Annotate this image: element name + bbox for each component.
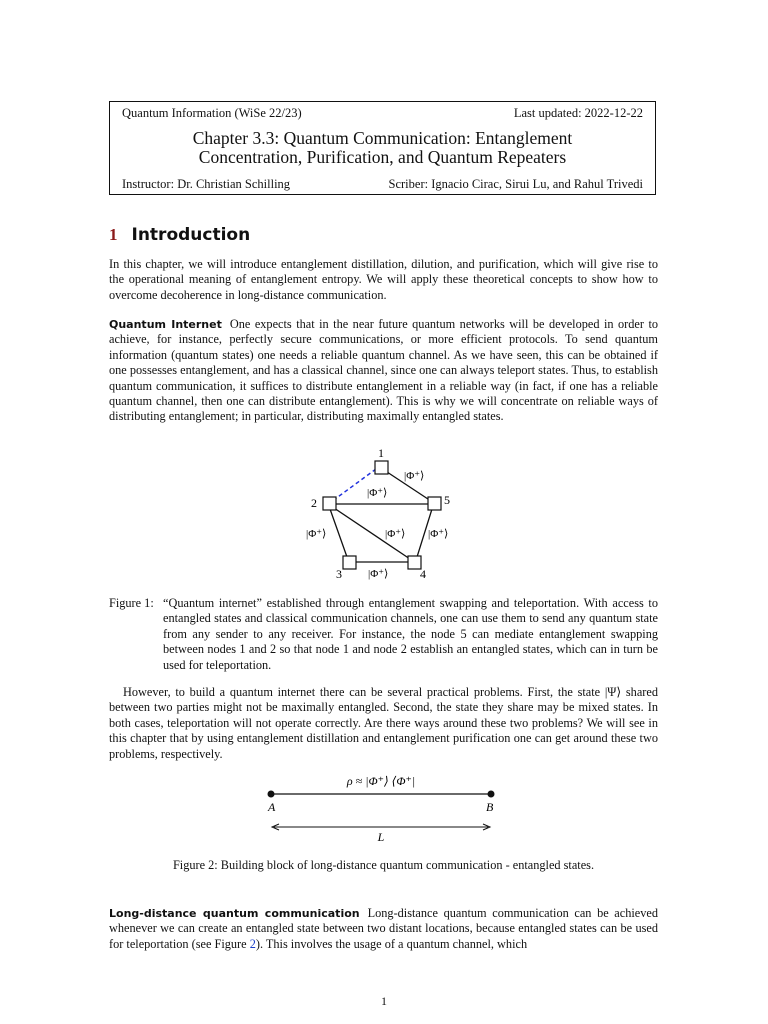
node-3 <box>343 556 356 569</box>
figure1-caption-label: Figure 1: <box>109 596 154 610</box>
edge-2-3 <box>330 509 347 557</box>
section-number: 1 <box>109 225 118 244</box>
node-label-2: 2 <box>311 496 317 510</box>
figure2-diagram <box>260 770 510 845</box>
figure2-caption: Figure 2: Building block of long-distance quantum communication - entangled states. <box>172 858 595 872</box>
distance-label: L <box>377 830 385 844</box>
last-updated: Last updated: 2022-12-22 <box>513 106 643 120</box>
intro-paragraph: In this chapter, we will introduce entanglement distillation, dilution, and purification, which will give rise to the operational meaning of entanglement entropy. We will apply these theoretical concepts to show how to overcome decoherence in long-distance communication. <box>109 257 658 302</box>
chapter-title-line1: Chapter 3.3: Quantum Communication: Entanglement <box>192 128 573 148</box>
instructor: Instructor: Dr. Christian Schilling <box>122 177 291 191</box>
course-name: Quantum Information (WiSe 22/23) <box>122 106 302 120</box>
long-distance-text-before: Long-distance quantum communication can be achieved whenever we can create an entangled state between two distant locations, because entangled states can be used for teleportation (see Figure <box>109 906 658 951</box>
chapter-title-line2: Concentration, Purification, and Quantum Repeaters <box>198 147 567 167</box>
quantum-internet-paragraph <box>109 317 658 425</box>
figure2-reference-link[interactable]: 2 <box>249 936 256 951</box>
long-distance-paragraph <box>109 906 658 952</box>
long-distance-heading: Long-distance quantum communication <box>109 907 360 920</box>
node-1 <box>375 461 388 474</box>
node-5 <box>428 497 441 510</box>
edge-label-1-2: |Φ⁺⟩ <box>367 487 388 499</box>
problems-paragraph: However, to build a quantum internet there can be several practical problems. First, the state |Ψ⟩ shared between two parties might not be maximally entangled. Second, the state they share may be mixed states. In both cases, teleportation will not operate correctly. Are there ways around these two problems? We will see in this chapter that by using entanglement distillation and entanglement purification one can get around these two problems, respectively. <box>109 685 658 761</box>
section-title: Introduction <box>131 225 251 245</box>
long-distance-text-after: ). This involves the usage of a quantum channel, which <box>255 936 528 951</box>
node-2 <box>323 497 336 510</box>
node-label-4: 4 <box>420 567 426 581</box>
edge-label-2-3: |Φ⁺⟩ <box>306 528 327 540</box>
node-label-3: 3 <box>336 567 342 581</box>
quantum-internet-text: One expects that in the near future quantum networks will be developed in order to achieve, for instance, perfectly secure communications, or more efficient protocols. To send quantum information (quantum states) one needs a reliable quantum channel. As we have seen, this can be obtained if one possesses entanglement, and has a classical channel, since one can always teleport states. Thus, to establish quantum communication, it suffices to distribute entanglement in a reliable way (in fact, if one has a reliable quantum channel, then one can distribute entanglement). This is why we will concentrate on reliable ways of distributing entanglement; in particular, distributing maximally entangled states. <box>109 317 659 424</box>
edge-label-3-4: |Φ⁺⟩ <box>368 568 389 580</box>
figure1-caption <box>109 596 658 673</box>
edge-label-2-4: |Φ⁺⟩ <box>385 528 406 540</box>
point-b-label: B <box>486 800 494 814</box>
edge-label-1-5: |Φ⁺⟩ <box>404 470 425 482</box>
rho-label: ρ ≈ |Φ⁺⟩ ⟨Φ⁺| <box>346 774 416 788</box>
page-number: 1 <box>381 994 387 1008</box>
scriber: Scriber: Ignacio Cirac, Sirui Lu, and Rahul Trivedi <box>388 177 643 191</box>
node-label-1: 1 <box>378 446 384 460</box>
point-a-dot <box>268 791 275 798</box>
figure1-network <box>300 445 470 585</box>
point-a-label: A <box>268 800 276 814</box>
point-b-dot <box>488 791 495 798</box>
chapter-title <box>110 129 655 167</box>
figure1-caption-text: “Quantum internet” established through entanglement swapping and teleportation. With access to entangled states and classical communication channels, one can use them to send any quantum state from any sender to any receiver. For instance, the node 5 can mediate entanglement swapping between nodes 1 and 2 so that node 1 and node 2 establish an entangled states, which can in turn be used for teleportation. <box>163 596 658 672</box>
node-label-5: 5 <box>444 493 450 507</box>
quantum-internet-heading: Quantum Internet <box>109 318 222 331</box>
section-heading <box>109 225 250 245</box>
header-box <box>109 101 656 195</box>
edge-label-5-4: |Φ⁺⟩ <box>428 528 449 540</box>
